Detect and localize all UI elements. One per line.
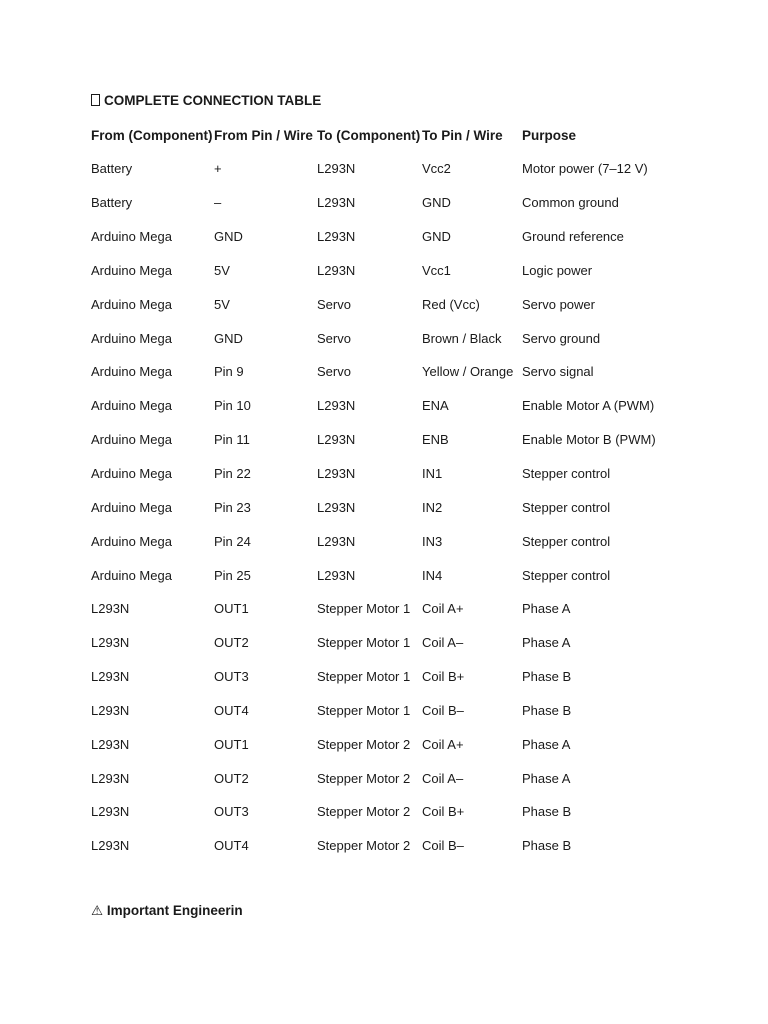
cell-to-component: L293N <box>317 195 356 211</box>
cell-from-component: Arduino Mega <box>91 567 172 583</box>
table-row <box>91 152 691 186</box>
cell-to-pin: Coil B+ <box>422 669 465 685</box>
cell-to-pin: ENB <box>422 432 449 448</box>
cell-to-pin: IN2 <box>422 499 443 515</box>
cell-to-component: L293N <box>317 499 356 515</box>
table-row <box>91 186 691 220</box>
cell-from-pin: + <box>214 161 222 177</box>
table-row <box>91 761 691 795</box>
cell-to-component: Stepper Motor 1 <box>317 669 411 685</box>
cell-to-component: L293N <box>317 533 356 549</box>
cell-to-pin: Red (Vcc) <box>422 296 480 312</box>
cell-from-pin: OUT1 <box>214 601 249 617</box>
cell-from-component: Arduino Mega <box>91 229 172 245</box>
cell-to-pin: Coil A– <box>422 770 464 786</box>
table-row <box>91 727 691 761</box>
cell-from-component: Arduino Mega <box>91 330 172 346</box>
cell-to-pin: Coil B+ <box>422 804 465 820</box>
cell-to-pin: Vcc1 <box>422 262 451 278</box>
cell-to-component: Stepper Motor 2 <box>317 736 411 752</box>
cell-purpose: Phase B <box>522 838 572 854</box>
cell-purpose: Servo power <box>522 296 595 312</box>
cell-to-pin: Vcc2 <box>422 161 451 177</box>
cell-to-component: L293N <box>317 398 356 414</box>
cell-to-component: Servo <box>317 330 351 346</box>
cell-to-pin: IN4 <box>422 567 443 583</box>
cell-from-component: L293N <box>91 804 130 820</box>
cell-to-component: L293N <box>317 432 356 448</box>
cell-from-component: L293N <box>91 635 130 651</box>
cell-to-component: L293N <box>317 262 356 278</box>
header-purpose: Purpose <box>522 127 577 143</box>
table-row <box>91 490 691 524</box>
cell-purpose: Ground reference <box>522 229 624 245</box>
cell-purpose: Phase A <box>522 601 571 617</box>
cell-from-component: L293N <box>91 736 130 752</box>
cell-purpose: Stepper control <box>522 499 611 515</box>
cell-to-component: Servo <box>317 296 351 312</box>
cell-from-pin: Pin 9 <box>214 364 244 380</box>
table-row <box>91 558 691 592</box>
header-to-pin: To Pin / Wire <box>422 127 503 143</box>
cell-from-pin: OUT3 <box>214 669 249 685</box>
cell-purpose: Phase B <box>522 804 572 820</box>
cell-to-component: L293N <box>317 161 356 177</box>
cell-to-pin: IN1 <box>422 466 443 482</box>
cell-from-pin: GND <box>214 229 243 245</box>
cell-from-component: L293N <box>91 669 130 685</box>
cell-purpose: Servo ground <box>522 330 601 346</box>
cell-to-component: Stepper Motor 1 <box>317 601 411 617</box>
cell-to-pin: Coil B– <box>422 838 464 854</box>
cell-from-component: Battery <box>91 195 133 211</box>
table-body <box>91 152 691 863</box>
table-header-row <box>91 118 691 152</box>
cell-to-pin: Yellow / Orange <box>422 364 514 380</box>
cell-purpose: Phase A <box>522 770 571 786</box>
cell-to-pin: IN3 <box>422 533 443 549</box>
cell-purpose: Phase B <box>522 702 572 718</box>
cell-purpose: Stepper control <box>522 567 611 583</box>
cell-purpose: Enable Motor B (PWM) <box>522 432 656 448</box>
table-row <box>91 592 691 626</box>
cell-from-pin: GND <box>214 330 243 346</box>
table-row <box>91 524 691 558</box>
table-row <box>91 389 691 423</box>
cell-to-pin: Coil B– <box>422 702 464 718</box>
table-row <box>91 660 691 694</box>
table-row <box>91 220 691 254</box>
cell-to-pin: Coil A+ <box>422 736 464 752</box>
cell-purpose: Phase A <box>522 736 571 752</box>
cell-from-pin: Pin 23 <box>214 499 251 515</box>
cell-from-pin: Pin 25 <box>214 567 251 583</box>
cell-from-pin: Pin 24 <box>214 533 251 549</box>
cell-from-component: Arduino Mega <box>91 296 172 312</box>
table-row <box>91 287 691 321</box>
table-row <box>91 423 691 457</box>
cell-to-component: Stepper Motor 2 <box>317 804 411 820</box>
section-title <box>91 93 321 108</box>
cell-purpose: Stepper control <box>522 533 611 549</box>
cell-from-pin: Pin 11 <box>214 432 250 448</box>
cell-to-pin: Coil A– <box>422 635 464 651</box>
cell-from-pin: OUT2 <box>214 635 249 651</box>
table-row <box>91 829 691 863</box>
cell-to-pin: GND <box>422 195 451 211</box>
cell-to-component: L293N <box>317 567 356 583</box>
cell-to-pin: GND <box>422 229 451 245</box>
cell-from-component: Arduino Mega <box>91 398 172 414</box>
cell-to-component: Stepper Motor 1 <box>317 635 411 651</box>
cell-purpose: Phase B <box>522 669 572 685</box>
table-row <box>91 795 691 829</box>
cell-purpose: Servo signal <box>522 364 594 380</box>
cell-from-pin: Pin 22 <box>214 466 251 482</box>
cell-from-component: L293N <box>91 838 130 854</box>
cell-from-component: Arduino Mega <box>91 262 172 278</box>
cell-from-component: Arduino Mega <box>91 499 172 515</box>
header-from-pin: From Pin / Wire <box>214 127 313 143</box>
cell-to-pin: Brown / Black <box>422 330 502 346</box>
cell-to-component: Stepper Motor 1 <box>317 702 411 718</box>
table-row <box>91 626 691 660</box>
cell-to-component: L293N <box>317 466 356 482</box>
box-glyph-icon <box>91 94 100 106</box>
cell-from-pin: Pin 10 <box>214 398 251 414</box>
cell-from-pin: 5V <box>214 262 230 278</box>
table-row <box>91 355 691 389</box>
cell-from-pin: OUT2 <box>214 770 249 786</box>
cell-purpose: Motor power (7–12 V) <box>522 161 648 177</box>
cell-from-component: L293N <box>91 770 130 786</box>
cell-from-component: Arduino Mega <box>91 364 172 380</box>
cell-to-component: Servo <box>317 364 351 380</box>
cell-purpose: Enable Motor A (PWM) <box>522 398 655 414</box>
cell-from-component: Arduino Mega <box>91 533 172 549</box>
cell-from-pin: – <box>214 195 222 211</box>
header-from-component: From (Component) <box>91 127 213 143</box>
cell-to-component: L293N <box>317 229 356 245</box>
cell-from-component: Arduino Mega <box>91 432 172 448</box>
cell-from-pin: OUT4 <box>214 838 249 854</box>
cell-to-component: Stepper Motor 2 <box>317 770 411 786</box>
cell-from-component: L293N <box>91 601 130 617</box>
table-row <box>91 321 691 355</box>
table-row <box>91 457 691 491</box>
table-row <box>91 694 691 728</box>
connection-table <box>91 118 691 863</box>
cell-from-pin: OUT4 <box>214 702 249 718</box>
cell-purpose: Common ground <box>522 195 619 211</box>
cell-from-pin: 5V <box>214 296 230 312</box>
cell-to-pin: ENA <box>422 398 449 414</box>
cell-purpose: Stepper control <box>522 466 611 482</box>
cell-from-component: Arduino Mega <box>91 466 172 482</box>
cell-to-pin: Coil A+ <box>422 601 464 617</box>
cell-to-component: Stepper Motor 2 <box>317 838 411 854</box>
table-row <box>91 254 691 288</box>
cell-from-component: L293N <box>91 702 130 718</box>
cell-purpose: Logic power <box>522 262 593 278</box>
cell-from-pin: OUT3 <box>214 804 249 820</box>
cell-from-component: Battery <box>91 161 133 177</box>
header-to-component: To (Component) <box>317 127 421 143</box>
cell-purpose: Phase A <box>522 635 571 651</box>
section-title-text: COMPLETE CONNECTION TABLE <box>104 93 322 108</box>
cell-from-pin: OUT1 <box>214 736 249 752</box>
footer-heading: ⚠ Important Engineerin <box>91 903 243 918</box>
